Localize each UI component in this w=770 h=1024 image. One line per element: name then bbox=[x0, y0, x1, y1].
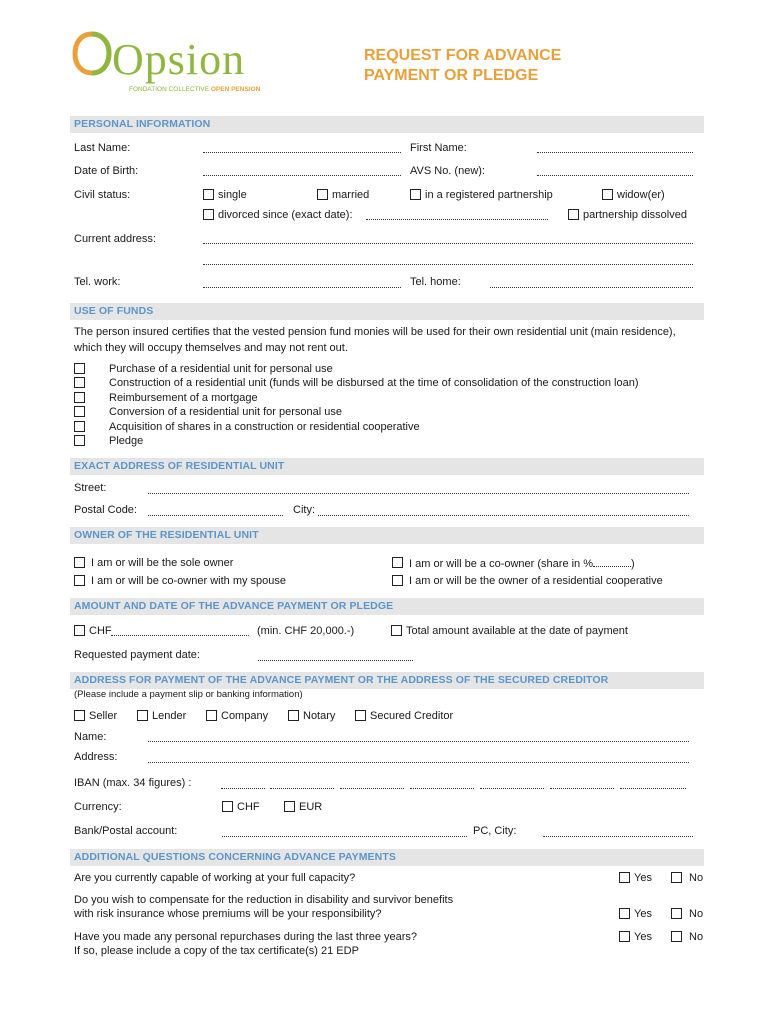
pc-city-field[interactable] bbox=[543, 836, 693, 837]
widow-label: widow(er) bbox=[617, 189, 665, 201]
civil-status-label: Civil status: bbox=[74, 189, 131, 201]
partnership-dissolved-label: partnership dissolved bbox=[583, 209, 687, 221]
secured-creditor-checkbox[interactable] bbox=[355, 710, 366, 721]
tel-work-field[interactable] bbox=[203, 287, 401, 288]
funds-option-label: Purchase of a residential unit for personal use bbox=[109, 363, 333, 375]
total-amount-checkbox[interactable] bbox=[391, 625, 402, 636]
avs-label: AVS No. (new): bbox=[410, 165, 485, 177]
iban-block[interactable] bbox=[410, 788, 474, 789]
q3-yes-label: Yes bbox=[634, 931, 652, 943]
q3-no-label: No bbox=[689, 931, 704, 943]
total-amount-label: Total amount available at the date of payment bbox=[406, 625, 628, 637]
funds-option-label: Reimbursement of a mortgage bbox=[109, 392, 258, 404]
company-label: Company bbox=[221, 710, 269, 722]
title-line-2: PAYMENT OR PLEDGE bbox=[364, 67, 539, 84]
dob-field[interactable] bbox=[203, 175, 401, 176]
payee-address-field[interactable] bbox=[148, 762, 689, 763]
married-label: married bbox=[332, 189, 370, 201]
funds-option-checkbox[interactable] bbox=[74, 392, 85, 403]
logo-wordmark: Opsion bbox=[112, 35, 246, 84]
q3-yes-checkbox[interactable] bbox=[619, 931, 630, 942]
section-use-of-funds: USE OF FUNDS bbox=[70, 303, 704, 320]
iban-block[interactable] bbox=[550, 788, 614, 789]
tel-work-label: Tel. work: bbox=[74, 276, 121, 288]
q1-yes-label: Yes bbox=[634, 872, 652, 884]
co-owner-checkbox[interactable] bbox=[392, 557, 403, 568]
funds-option-checkbox[interactable] bbox=[74, 435, 85, 446]
postal-code-label: Postal Code: bbox=[74, 504, 137, 516]
widow-checkbox[interactable] bbox=[602, 189, 613, 200]
registered-partnership-label: in a registered partnership bbox=[425, 189, 553, 201]
iban-label: IBAN (max. 34 figures) : bbox=[74, 777, 192, 789]
sole-owner-label: I am or will be the sole owner bbox=[91, 557, 234, 569]
section-additional-questions: ADDITIONAL QUESTIONS CONCERNING ADVANCE PAYMENTS bbox=[70, 849, 704, 866]
spouse-owner-label: I am or will be co-owner with my spouse bbox=[91, 575, 287, 587]
address-line-2-field[interactable] bbox=[203, 264, 693, 265]
opsion-logo-icon bbox=[72, 30, 112, 76]
seller-label: Seller bbox=[89, 710, 118, 722]
section-personal-information: PERSONAL INFORMATION bbox=[70, 116, 704, 133]
question-risk-insurance-line-1: Do you wish to compensate for the reduction in disability and survivor benefits bbox=[74, 894, 454, 906]
city-label: City: bbox=[293, 504, 315, 516]
co-owner-label: I am or will be a co-owner (share in % ) bbox=[409, 558, 635, 570]
iban-block[interactable] bbox=[620, 788, 686, 789]
divorced-label: divorced since (exact date): bbox=[218, 209, 353, 221]
avs-field[interactable] bbox=[537, 175, 693, 176]
pc-city-label: PC, City: bbox=[473, 825, 517, 837]
chf-label: CHF bbox=[89, 625, 112, 637]
logo-tagline: FONDATION COLLECTIVE OPEN PENSION bbox=[129, 86, 261, 93]
bank-account-label: Bank/Postal account: bbox=[74, 825, 178, 837]
notary-label: Notary bbox=[303, 710, 336, 722]
spouse-owner-checkbox[interactable] bbox=[74, 575, 85, 586]
funds-option-label: Conversion of a residential unit for personal use bbox=[109, 406, 342, 418]
last-name-label: Last Name: bbox=[74, 142, 131, 154]
q2-no-label: No bbox=[689, 908, 704, 920]
iban-block[interactable] bbox=[221, 788, 265, 789]
section-exact-address: EXACT ADDRESS OF RESIDENTIAL UNIT bbox=[70, 458, 704, 475]
q2-yes-label: Yes bbox=[634, 908, 652, 920]
funds-option-label: Pledge bbox=[109, 435, 144, 447]
section-amount: AMOUNT AND DATE OF THE ADVANCE PAYMENT OR PLEDGE bbox=[70, 598, 704, 615]
city-field[interactable] bbox=[318, 515, 689, 516]
currency-chf-label: CHF bbox=[237, 801, 260, 813]
question-risk-insurance-line-2: with risk insurance whose premiums will be your responsibility? bbox=[74, 908, 382, 920]
requested-date-field[interactable] bbox=[258, 660, 413, 661]
funds-option-checkbox[interactable] bbox=[74, 421, 85, 432]
funds-option-checkbox[interactable] bbox=[74, 377, 85, 388]
tel-home-label: Tel. home: bbox=[410, 276, 461, 288]
q2-no-checkbox[interactable] bbox=[671, 908, 682, 919]
divorced-checkbox[interactable] bbox=[203, 209, 214, 220]
currency-label: Currency: bbox=[74, 801, 122, 813]
seller-checkbox[interactable] bbox=[74, 710, 85, 721]
section-owner: OWNER OF THE RESIDENTIAL UNIT bbox=[70, 527, 704, 544]
requested-date-label: Requested payment date: bbox=[74, 649, 200, 661]
current-address-label: Current address: bbox=[74, 233, 156, 245]
payee-name-field[interactable] bbox=[148, 741, 689, 742]
sole-owner-checkbox[interactable] bbox=[74, 557, 85, 568]
funds-paragraph: The person insured certifies that the vested pension fund monies will be used for their own residential unit (main residence), which they will occupy themselves and may not rent out. bbox=[74, 326, 676, 354]
first-name-field[interactable] bbox=[537, 152, 693, 153]
iban-block[interactable] bbox=[340, 788, 404, 789]
first-name-label: First Name: bbox=[410, 142, 467, 154]
payee-address-label: Address: bbox=[74, 751, 118, 763]
currency-eur-checkbox[interactable] bbox=[284, 801, 295, 812]
notary-checkbox[interactable] bbox=[288, 710, 299, 721]
min-amount-label: (min. CHF 20,000.-) bbox=[257, 625, 355, 637]
iban-block[interactable] bbox=[270, 788, 334, 789]
share-percent-field[interactable] bbox=[593, 557, 631, 567]
payee-name-label: Name: bbox=[74, 731, 107, 743]
funds-option-label: Acquisition of shares in a construction or residential cooperative bbox=[109, 421, 420, 433]
payment-subheading: (Please include a payment slip or banking information) bbox=[74, 689, 303, 700]
registered-partnership-checkbox[interactable] bbox=[410, 189, 421, 200]
section-payment-address: ADDRESS FOR PAYMENT OF THE ADVANCE PAYMENT OR THE ADDRESS OF THE SECURED CREDITOR bbox=[70, 672, 704, 689]
dob-label: Date of Birth: bbox=[74, 165, 139, 177]
postal-code-field[interactable] bbox=[148, 515, 283, 516]
funds-option-checkbox[interactable] bbox=[74, 363, 85, 374]
secured-creditor-label: Secured Creditor bbox=[370, 710, 454, 722]
chf-amount-checkbox[interactable] bbox=[74, 625, 85, 636]
form-title bbox=[364, 46, 561, 86]
married-checkbox[interactable] bbox=[317, 189, 328, 200]
funds-option-checkbox[interactable] bbox=[74, 406, 85, 417]
single-checkbox[interactable] bbox=[203, 189, 214, 200]
divorced-date-field[interactable] bbox=[366, 219, 548, 220]
bank-account-field[interactable] bbox=[222, 836, 467, 837]
iban-block[interactable] bbox=[480, 788, 544, 789]
q1-no-label: No bbox=[689, 872, 704, 884]
lender-checkbox[interactable] bbox=[137, 710, 148, 721]
street-field[interactable] bbox=[148, 493, 689, 494]
tel-home-field[interactable] bbox=[490, 287, 693, 288]
partnership-dissolved-checkbox[interactable] bbox=[568, 209, 579, 220]
q1-yes-checkbox[interactable] bbox=[619, 872, 630, 883]
cooperative-owner-checkbox[interactable] bbox=[392, 575, 403, 586]
street-label: Street: bbox=[74, 482, 107, 494]
currency-eur-label: EUR bbox=[299, 801, 323, 813]
funds-option-label: Construction of a residential unit (funds will be disbursed at the time of consolidation of the construction loan) bbox=[109, 377, 639, 389]
last-name-field[interactable] bbox=[203, 152, 401, 153]
cooperative-owner-label: I am or will be the owner of a residential cooperative bbox=[409, 575, 663, 587]
chf-amount-field[interactable] bbox=[111, 635, 249, 636]
question-work-capacity: Are you currently capable of working at your full capacity? bbox=[74, 872, 356, 884]
q1-no-checkbox[interactable] bbox=[671, 872, 682, 883]
single-label: single bbox=[218, 189, 247, 201]
q2-yes-checkbox[interactable] bbox=[619, 908, 630, 919]
q3-no-checkbox[interactable] bbox=[671, 931, 682, 942]
company-checkbox[interactable] bbox=[206, 710, 217, 721]
question-repurchases-line-2: If so, please include a copy of the tax certificate(s) 21 EDP bbox=[74, 945, 359, 957]
address-line-1-field[interactable] bbox=[203, 243, 693, 244]
question-repurchases-line-1: Have you made any personal repurchases during the last three years? bbox=[74, 931, 418, 943]
title-line-1: REQUEST FOR ADVANCE bbox=[364, 47, 562, 64]
currency-chf-checkbox[interactable] bbox=[222, 801, 233, 812]
lender-label: Lender bbox=[152, 710, 187, 722]
